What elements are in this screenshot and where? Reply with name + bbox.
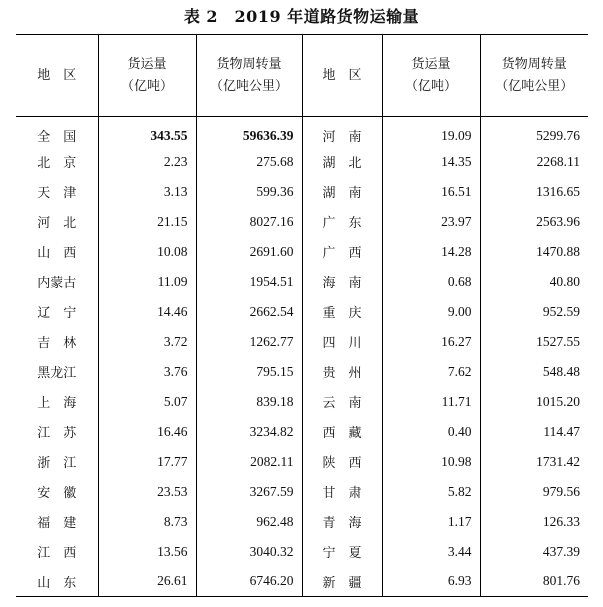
turnover-right: 801.76: [480, 567, 588, 597]
header-turnover-right: [480, 35, 588, 117]
region-name-left: 江 西: [16, 537, 98, 567]
turnover-left: 2662.54: [196, 297, 302, 327]
header-volume-left: [98, 35, 196, 117]
turnover-left: 6746.20: [196, 567, 302, 597]
region-name-left: 辽 宁: [16, 297, 98, 327]
region-name-right: 甘 肃: [302, 477, 382, 507]
turnover-left: 1262.77: [196, 327, 302, 357]
freight-volume-left: 11.09: [98, 267, 196, 297]
turnover-left: 795.15: [196, 357, 302, 387]
freight-volume-right: 0.68: [382, 267, 480, 297]
freight-volume-right: 16.27: [382, 327, 480, 357]
region-name-right: 宁 夏: [302, 537, 382, 567]
table-row: [16, 267, 588, 297]
region-name-right: 西 藏: [302, 417, 382, 447]
freight-volume-left: 5.07: [98, 387, 196, 417]
region-name-right: 云 南: [302, 387, 382, 417]
region-name-right: 湖 南: [302, 177, 382, 207]
table-row: [16, 327, 588, 357]
freight-volume-left: 2.23: [98, 147, 196, 177]
region-name-left: 上 海: [16, 387, 98, 417]
freight-volume-right: 3.44: [382, 537, 480, 567]
freight-volume-left: 17.77: [98, 447, 196, 477]
freight-volume-right: 9.00: [382, 297, 480, 327]
header-volume-unit: （亿吨）: [404, 78, 457, 94]
freight-volume-right: 19.09: [382, 117, 480, 147]
region-name-left: 天 津: [16, 177, 98, 207]
freight-volume-left: 343.55: [98, 117, 196, 147]
header-turnover-label: 货物周转量: [501, 56, 567, 72]
turnover-left: 599.36: [196, 177, 302, 207]
freight-volume-right: 10.98: [382, 447, 480, 477]
table-row: [16, 207, 588, 237]
turnover-left: 2691.60: [196, 237, 302, 267]
turnover-right: 40.80: [549, 273, 580, 289]
region-name-right: 新 疆: [302, 567, 382, 597]
header-region-left: 地 区: [16, 35, 98, 117]
freight-volume-right: 1.17: [382, 507, 480, 537]
freight-volume-left: 10.08: [98, 237, 196, 267]
freight-volume-right: 0.40: [382, 417, 480, 447]
region-name-left: 山 西: [16, 237, 98, 267]
freight-volume-left: 21.15: [98, 207, 196, 237]
header-volume-right: [382, 35, 480, 117]
turnover-right: 2268.11: [536, 153, 580, 169]
turnover-right: 1527.55: [536, 333, 580, 349]
region-name-left: 黑龙江: [16, 357, 98, 387]
table-row: [16, 477, 588, 507]
header-turnover-left: [196, 35, 302, 117]
header-volume-label: 货运量: [127, 56, 167, 72]
region-name-left: 福 建: [16, 507, 98, 537]
turnover-left: 3267.59: [196, 477, 302, 507]
table-row: [16, 177, 588, 207]
region-name-left: 河 北: [16, 207, 98, 237]
turnover-left: 3040.32: [196, 537, 302, 567]
table-row: [16, 357, 588, 387]
turnover-right: 2563.96: [536, 213, 580, 229]
table-title: 表 2 2019 年道路货物运输量: [183, 7, 420, 26]
turnover-right: 114.47: [543, 423, 580, 439]
table-row: [16, 507, 588, 537]
table-row: [16, 387, 588, 417]
header-turnover-label: 货物周转量: [216, 56, 282, 72]
region-name-left: 浙 江: [16, 447, 98, 477]
region-name-right: 海 南: [302, 267, 382, 297]
turnover-right: 952.59: [542, 303, 580, 319]
header-row: [16, 35, 588, 117]
region-name-left: 江 苏: [16, 417, 98, 447]
freight-volume-left: 16.46: [98, 417, 196, 447]
freight-volume-left: 8.73: [98, 507, 196, 537]
freight-volume-left: 13.56: [98, 537, 196, 567]
turnover-left: 59636.39: [196, 117, 302, 147]
table-row: [16, 147, 588, 177]
region-name-right: 陕 西: [302, 447, 382, 477]
header-volume-label: 货运量: [411, 56, 451, 72]
turnover-right: 1731.42: [536, 453, 580, 469]
table-row: [16, 117, 588, 147]
turnover-right: 5299.76: [536, 127, 580, 143]
header-turnover-unit: （亿吨公里）: [209, 78, 288, 94]
region-name-left: 吉 林: [16, 327, 98, 357]
turnover-right: 1316.65: [536, 183, 580, 199]
table-body: [16, 117, 588, 597]
region-name-left: 北 京: [16, 147, 98, 177]
table-row: [16, 567, 588, 597]
region-name-right: 青 海: [302, 507, 382, 537]
freight-volume-right: 16.51: [382, 177, 480, 207]
freight-volume-left: 26.61: [98, 567, 196, 597]
turnover-right: 126.33: [542, 513, 580, 529]
turnover-right: 437.39: [542, 543, 580, 559]
turnover-right: 979.56: [542, 483, 580, 499]
turnover-left: 2082.11: [196, 447, 302, 477]
table-row: [16, 447, 588, 477]
turnover-left: 8027.16: [196, 207, 302, 237]
freight-volume-right: 5.82: [382, 477, 480, 507]
freight-volume-right: 11.71: [382, 387, 480, 417]
region-name-right: 四 川: [302, 327, 382, 357]
turnover-right: 1470.88: [536, 243, 580, 259]
region-name-left: 全 国: [16, 117, 98, 147]
region-name-left: 安 徽: [16, 477, 98, 507]
header-turnover-unit: （亿吨公里）: [495, 78, 574, 94]
region-name-right: 湖 北: [302, 147, 382, 177]
table-row: [16, 417, 588, 447]
table-row: [16, 297, 588, 327]
freight-volume-left: 3.72: [98, 327, 196, 357]
freight-volume-right: 7.62: [382, 357, 480, 387]
freight-volume-left: 3.13: [98, 177, 196, 207]
freight-volume-right: 14.28: [382, 237, 480, 267]
freight-volume-left: 23.53: [98, 477, 196, 507]
table-row: [16, 237, 588, 267]
region-name-right: 广 西: [302, 237, 382, 267]
freight-table: [16, 34, 588, 597]
region-name-left: 山 东: [16, 567, 98, 597]
table-row: [16, 537, 588, 567]
region-name-right: 贵 州: [302, 357, 382, 387]
freight-volume-right: 14.35: [382, 147, 480, 177]
header-region-right: 地 区: [302, 35, 382, 117]
turnover-right: 548.48: [542, 363, 580, 379]
freight-volume-right: 23.97: [382, 207, 480, 237]
freight-volume-left: 14.46: [98, 297, 196, 327]
turnover-left: 275.68: [196, 147, 302, 177]
region-name-left: 内蒙古: [16, 267, 98, 297]
freight-volume-left: 3.76: [98, 357, 196, 387]
turnover-left: 3234.82: [196, 417, 302, 447]
turnover-left: 1954.51: [196, 267, 302, 297]
turnover-right: 1015.20: [536, 393, 580, 409]
freight-volume-right: 6.93: [382, 567, 480, 597]
turnover-left: 839.18: [196, 387, 302, 417]
turnover-left: 962.48: [196, 507, 302, 537]
region-name-right: 广 东: [302, 207, 382, 237]
region-name-right: 河 南: [302, 117, 382, 147]
region-name-right: 重 庆: [302, 297, 382, 327]
header-volume-unit: （亿吨）: [120, 78, 173, 94]
